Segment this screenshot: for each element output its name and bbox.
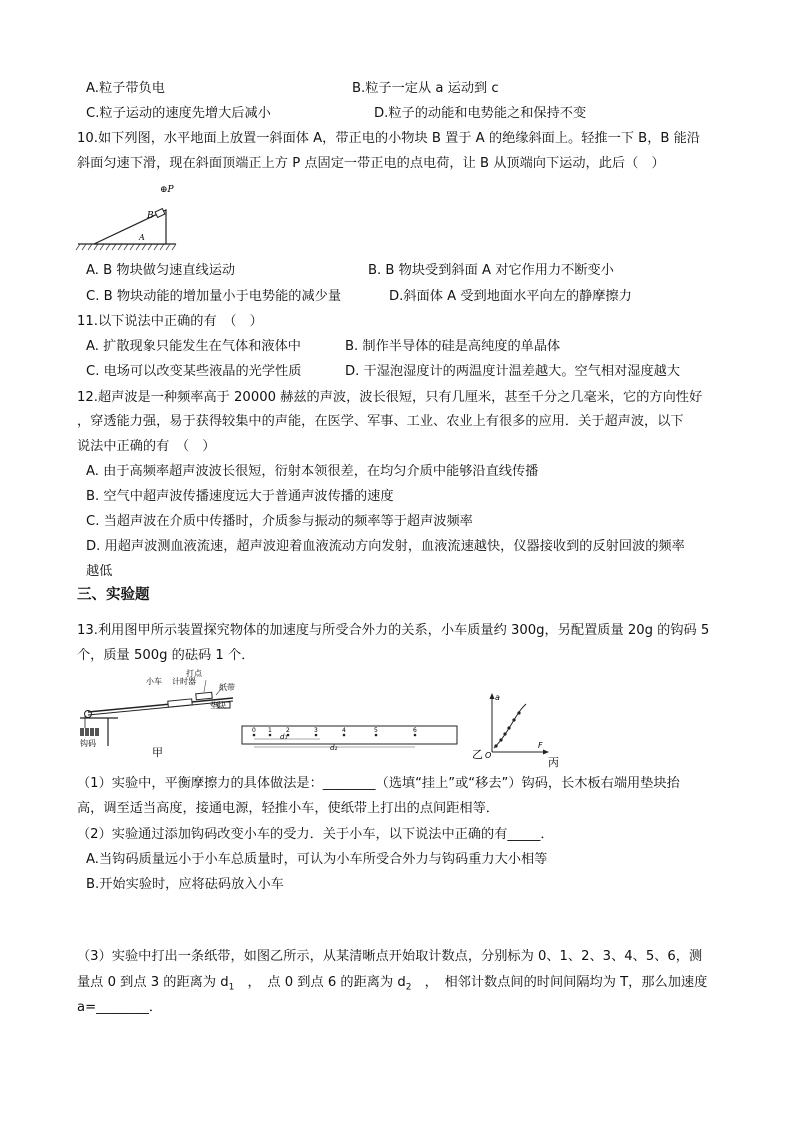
- tape-tick-label: 0: [252, 727, 256, 734]
- label-zhidai: 纸带: [219, 683, 235, 692]
- label-yi: 乙: [472, 748, 483, 761]
- incline-figure: [76, 180, 186, 255]
- q10-option-c: C. B 物块动能的增加量小于电势能的减少量: [86, 289, 342, 304]
- q12-stem-line1: 12.超声波是一种频率高于 20000 赫兹的声波，波长很短，只有几厘米，甚至千分之几毫米，它的方向性好: [77, 390, 703, 405]
- tape-dot: [414, 734, 417, 737]
- tape-dot: [253, 734, 256, 737]
- q13-stem-line1: 13.利用图甲所示装置探究物体的加速度与所受合外力的关系，小车质量约 300g，另配置质量 20g 的钩码 5: [77, 623, 710, 638]
- label-origin: O: [485, 751, 492, 760]
- tape-dot: [315, 734, 318, 737]
- graph-point: [507, 726, 510, 729]
- q10-stem-line2: 斜面匀速下滑，现在斜面顶端正上方 P 点固定一带正电的点电荷，让 B 从顶端向下运动，此后（ ）: [77, 156, 665, 171]
- af-graph: [474, 690, 574, 770]
- tape-tick-label: 5: [374, 727, 378, 734]
- q13-part3-line2: [77, 974, 707, 997]
- label-xiaoche: 小车: [146, 677, 162, 686]
- tape-dot: [269, 734, 272, 737]
- q9-option-c: C.粒子运动的速度先增大后减小: [86, 106, 271, 121]
- q9-option-a: A.粒子带负电: [86, 81, 165, 96]
- label-dianku: 垫块: [210, 701, 226, 710]
- q12-option-d-line1: D. 用超声波测血液流速，超声波迎着血液流动方向发射，血液流速越快，仪器接收到的反射回波的频率: [86, 539, 685, 554]
- graph-point: [499, 738, 502, 741]
- part3-text-3: ， 相邻计数点间的时间间隔均为 T，那么加速度: [411, 975, 708, 990]
- q11-option-a: A. 扩散现象只能发生在气体和液体中: [86, 339, 301, 354]
- tape-tick-label: 1: [268, 727, 272, 734]
- tape-dot: [343, 734, 346, 737]
- graph-point: [503, 732, 506, 735]
- q9-option-d: D.粒子的动能和电势能之和保持不变: [374, 106, 587, 121]
- tape-tick-label: 4: [342, 727, 346, 734]
- label-bing: 丙: [548, 756, 559, 769]
- tape-tick-label: 3: [314, 727, 318, 734]
- label-gouma: 钩码: [80, 739, 96, 748]
- tape-tick-label: 2: [286, 727, 290, 734]
- part3-sub-2: 2: [405, 982, 412, 993]
- q12-stem-line3: 说法中正确的有 （ ）: [77, 439, 216, 454]
- q11-option-d: D. 干湿泡湿度计的两温度计温差越大。空气相对湿度越大: [345, 364, 681, 379]
- graph-point: [512, 718, 515, 721]
- part3-text-2: ， 点 0 到点 6 的距离为 d: [234, 975, 406, 990]
- part3-sub-1: 1: [228, 982, 235, 993]
- q11-stem: 11.以下说法中正确的有 （ ）: [77, 314, 263, 329]
- q10-option-d: D.斜面体 A 受到地面水平向左的静摩擦力: [389, 289, 632, 304]
- label-p: ⊕P: [160, 185, 174, 195]
- q12-option-a: A. 由于高频率超声波波长很短，衍射本领很差，在均匀介质中能够沿直线传播: [86, 464, 539, 479]
- label-d1: d₁: [280, 733, 288, 741]
- q13-part1-line2: 高，调至适当高度，接通电源，轻推小车，使纸带上打出的点间距相等．: [77, 801, 499, 816]
- label-jia: 甲: [152, 746, 163, 759]
- q13-part1-line1: （1）实验中，平衡摩擦力的具体做法是：________（选填“挂上”或“移去”）钩码，长木板右端用垫块抬: [77, 776, 680, 791]
- graph-point: [517, 711, 520, 714]
- q13-part2-option-b: B.开始实验时，应将砝码放入小车: [86, 877, 284, 892]
- tape-figure: [240, 722, 490, 768]
- tape-tick-label: 6: [413, 727, 417, 734]
- tape-dot: [375, 734, 378, 737]
- q12-stem-line2: ，穿透能力强，易于获得较集中的声能，在医学、军事、工业、农业上有很多的应用．关于超声波，以下: [77, 414, 684, 429]
- q12-option-d-line2: 越低: [86, 564, 113, 579]
- q10-option-b: B. B 物块受到斜面 A 对它作用力不断变小: [368, 263, 614, 278]
- q10-option-a: A. B 物块做匀速直线运动: [86, 263, 236, 278]
- q13-part2-option-a: A.当钩码质量远小于小车总质量时，可认为小车所受合外力与钩码重力大小相等: [86, 852, 548, 867]
- q13-part3-line1: （3）实验中打出一条纸带，如图乙所示，从某清晰点开始取计数点，分别标为 0、1、2、3、4、5、6，测: [77, 949, 703, 964]
- apparatus-figure: [78, 668, 238, 758]
- label-a-axis: a: [495, 693, 500, 702]
- q12-option-b: B. 空气中超声波传播速度远大于普通声波传播的速度: [86, 489, 394, 504]
- label-dakong: 打点: [186, 669, 202, 678]
- q9-option-b: B.粒子一定从 a 运动到 c: [352, 81, 499, 96]
- label-d2: d₂: [330, 744, 338, 752]
- label-b: B: [147, 211, 154, 221]
- part3-text-1: 量点 0 到点 3 的距离为 d: [77, 975, 229, 990]
- graph-point: [494, 744, 497, 747]
- label-f-axis: F: [538, 741, 543, 750]
- q12-option-c: C. 当超声波在介质中传播时，介质参与振动的频率等于超声波频率: [86, 514, 473, 529]
- q13-part2: （2）实验通过添加钩码改变小车的受力．关于小车，以下说法中正确的有_____．: [77, 827, 554, 842]
- section-heading: 三、实验题: [77, 587, 150, 603]
- q13-stem-line2: 个，质量 500g 的砝码 1 个．: [77, 648, 255, 663]
- label-jishiqi: 计时器: [172, 677, 196, 686]
- q11-option-b: B. 制作半导体的硅是高纯度的单晶体: [345, 339, 561, 354]
- label-a: A: [139, 233, 145, 242]
- q13-part3-line3: a=________．: [77, 1000, 163, 1015]
- q11-option-c: C. 电场可以改变某些液晶的光学性质: [86, 364, 302, 379]
- q10-stem-line1: 10.如下列图，水平地面上放置一斜面体 A，带正电的小物块 B 置于 A 的绝缘斜面上。轻推一下 B，B 能沿: [77, 131, 700, 146]
